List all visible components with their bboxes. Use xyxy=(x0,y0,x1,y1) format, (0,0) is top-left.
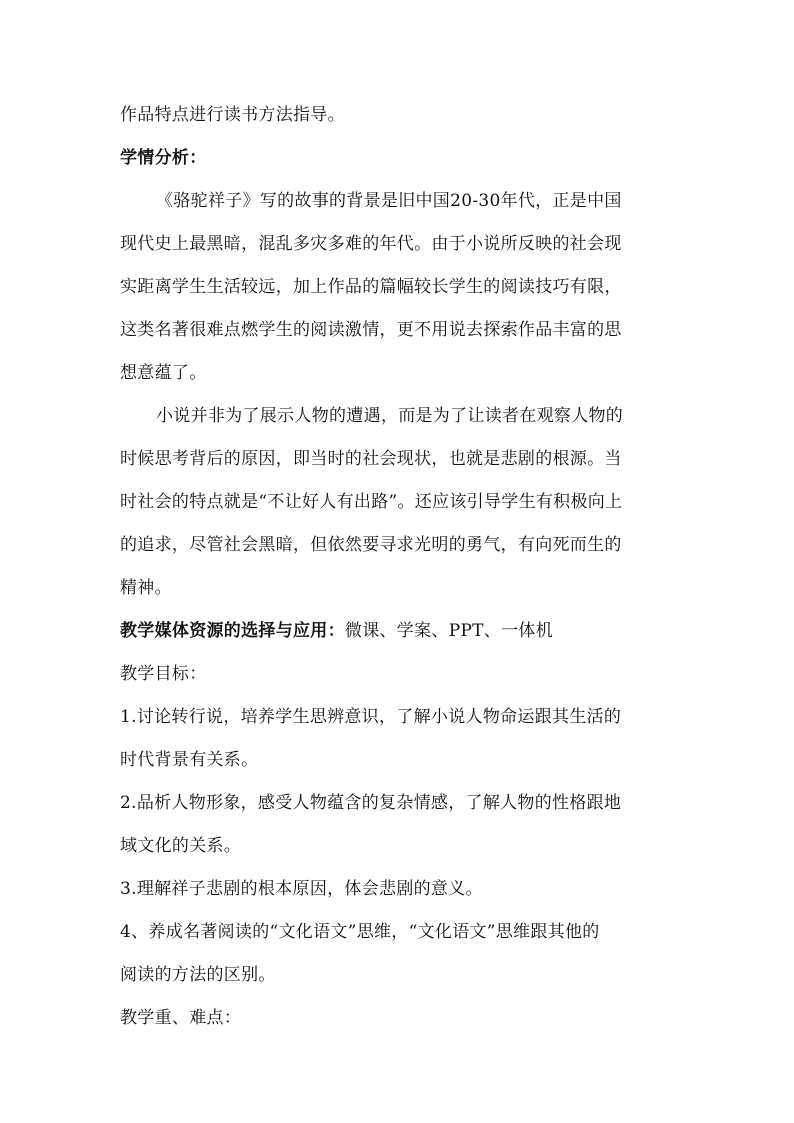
objective-line: 2.品析人物形象，感受人物蕴含的复杂情感，了解人物的性格跟地 xyxy=(120,793,622,813)
paragraph-line: 现代史上最黑暗，混乱多灾多难的年代。由于小说所反映的社会现 xyxy=(120,234,622,254)
media-resources-list: 微课、学案、PPT、一体机 xyxy=(344,621,554,641)
objective-line: 3.理解祥子悲剧的根本原因，体会悲剧的意义。 xyxy=(120,879,483,899)
heading-student-analysis: 学情分析： xyxy=(120,148,207,168)
objective-line: 域文化的关系。 xyxy=(120,836,242,856)
paragraph-line: 作品特点进行读书方法指导。 xyxy=(120,105,345,125)
objective-line: 4、养成名著阅读的“文化语文”思维，“文化语文”思维跟其他的 xyxy=(120,922,600,942)
paragraph-line: 时候思考背后的原因，即当时的社会现状，也就是悲剧的根源。当 xyxy=(120,449,622,469)
paragraph-line: 小说并非为了展示人物的遭遇，而是为了让读者在观察人物的 xyxy=(156,406,624,426)
paragraph-line: 实距离学生生活较远，加上作品的篇幅较长学生的阅读技巧有限， xyxy=(120,277,622,297)
heading-media-resources: 教学媒体资源的选择与应用： xyxy=(120,621,345,641)
paragraph-line: 这类名著很难点燃学生的阅读激情，更不用说去探索作品丰富的思 xyxy=(120,320,622,340)
paragraph-line: 的追求，尽管社会黑暗，但依然要寻求光明的勇气，有向死而生的 xyxy=(120,535,622,555)
media-resources-line xyxy=(120,620,680,642)
paragraph-line: 想意蕴了。 xyxy=(120,363,207,383)
heading-key-points: 教学重、难点： xyxy=(120,1008,242,1028)
heading-teaching-objectives: 教学目标： xyxy=(120,664,207,684)
paragraph-line: 时社会的特点就是“不让好人有出路”。还应该引导学生有积极向上 xyxy=(120,492,623,512)
paragraph-line: 精神。 xyxy=(120,578,172,598)
objective-line: 阅读的方法的区别。 xyxy=(120,965,276,985)
paragraph-line: 《骆驼祥子》写的故事的背景是旧中国20-30年代，正是中国 xyxy=(156,191,622,211)
objective-line: 时代背景有关系。 xyxy=(120,750,259,770)
objective-line: 1.讨论转行说，培养学生思辨意识，了解小说人物命运跟其生活的 xyxy=(120,707,622,727)
